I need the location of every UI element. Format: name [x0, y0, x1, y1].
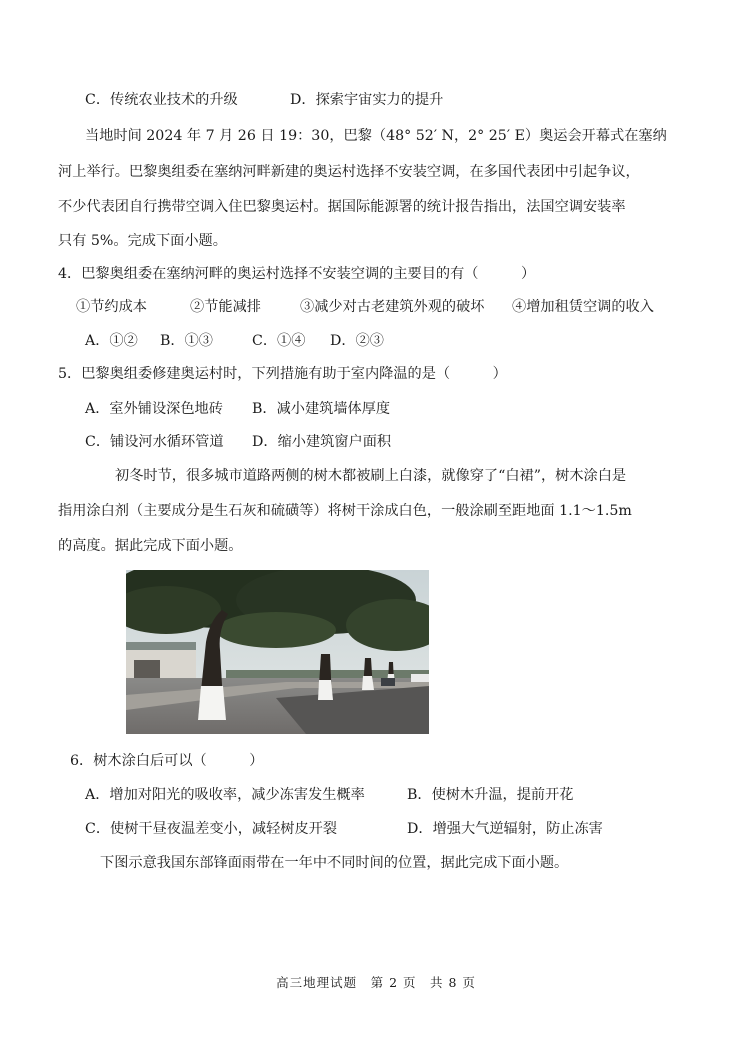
passage3-line1: 下图示意我国东部锋面雨带在一年中不同时间的位置，据此完成下面小题。: [100, 855, 569, 871]
q4-statement-4: ④增加租赁空调的收入: [512, 299, 654, 315]
q6-option-d: D．增强大气逆辐射，防止冻害: [407, 821, 603, 837]
q4-option-c: C．①④: [252, 333, 306, 349]
q4-stem: 4．巴黎奥组委在塞纳河畔的奥运村选择不安装空调的主要目的有（ ）: [58, 266, 536, 282]
passage1-line2: 河上举行。巴黎奥组委在塞纳河畔新建的奥运村选择不安装空调，在多国代表团中引起争议，: [58, 164, 640, 180]
page-footer: 高三地理试题 第 2 页 共 8 页: [276, 975, 476, 990]
q4-option-b: B．①③: [160, 333, 213, 349]
q4-statement-2: ②节能减排: [190, 299, 261, 315]
q6-stem: 6．树木涂白后可以（ ）: [70, 753, 264, 769]
q6-option-b: B．使树木升温，提前开花: [407, 787, 574, 803]
whitewashed-trees-photo: [126, 570, 429, 734]
q5-option-c: C．铺设河水循环管道: [85, 434, 224, 450]
q3-option-c: C．传统农业技术的升级: [85, 92, 238, 108]
q5-option-b: B．减小建筑墙体厚度: [252, 401, 391, 417]
q4-option-a: A．①②: [85, 333, 138, 349]
q4-option-d: D．②③: [330, 333, 384, 349]
passage1-line1: 当地时间 2024 年 7 月 26 日 19：30，巴黎（48° 52′ N，2° 25′ E）奥运会开幕式在塞纳: [85, 128, 667, 144]
passage1-line3: 不少代表团自行携带空调入住巴黎奥运村。据国际能源署的统计报告指出，法国空调安装率: [58, 199, 626, 215]
q5-stem: 5．巴黎奥组委修建奥运村时，下列措施有助于室内降温的是（ ）: [58, 366, 507, 382]
q6-option-c: C．使树干昼夜温差变小，减轻树皮开裂: [85, 821, 338, 837]
passage2-line1: 初冬时节，很多城市道路两侧的树木都被刷上白漆，就像穿了“白裙”，树木涂白是: [115, 468, 627, 484]
q4-statement-1: ①节约成本: [76, 299, 147, 315]
passage2-line3: 的高度。据此完成下面小题。: [58, 538, 243, 554]
q4-statement-3: ③减少对古老建筑外观的破坏: [300, 299, 485, 315]
q6-option-a: A．增加对阳光的吸收率，减少冻害发生概率: [85, 787, 365, 803]
q3-option-d: D．探索宇宙实力的提升: [290, 92, 444, 108]
passage2-line2: 指用涂白剂（主要成分是生石灰和硫磺等）将树干涂成白色，一般涂刷至距地面 1.1～1.5m: [58, 503, 632, 519]
q5-option-a: A．室外铺设深色地砖: [85, 401, 223, 417]
passage1-line4: 只有 5%。完成下面小题。: [58, 233, 227, 249]
q5-option-d: D．缩小建筑窗户面积: [252, 434, 392, 450]
